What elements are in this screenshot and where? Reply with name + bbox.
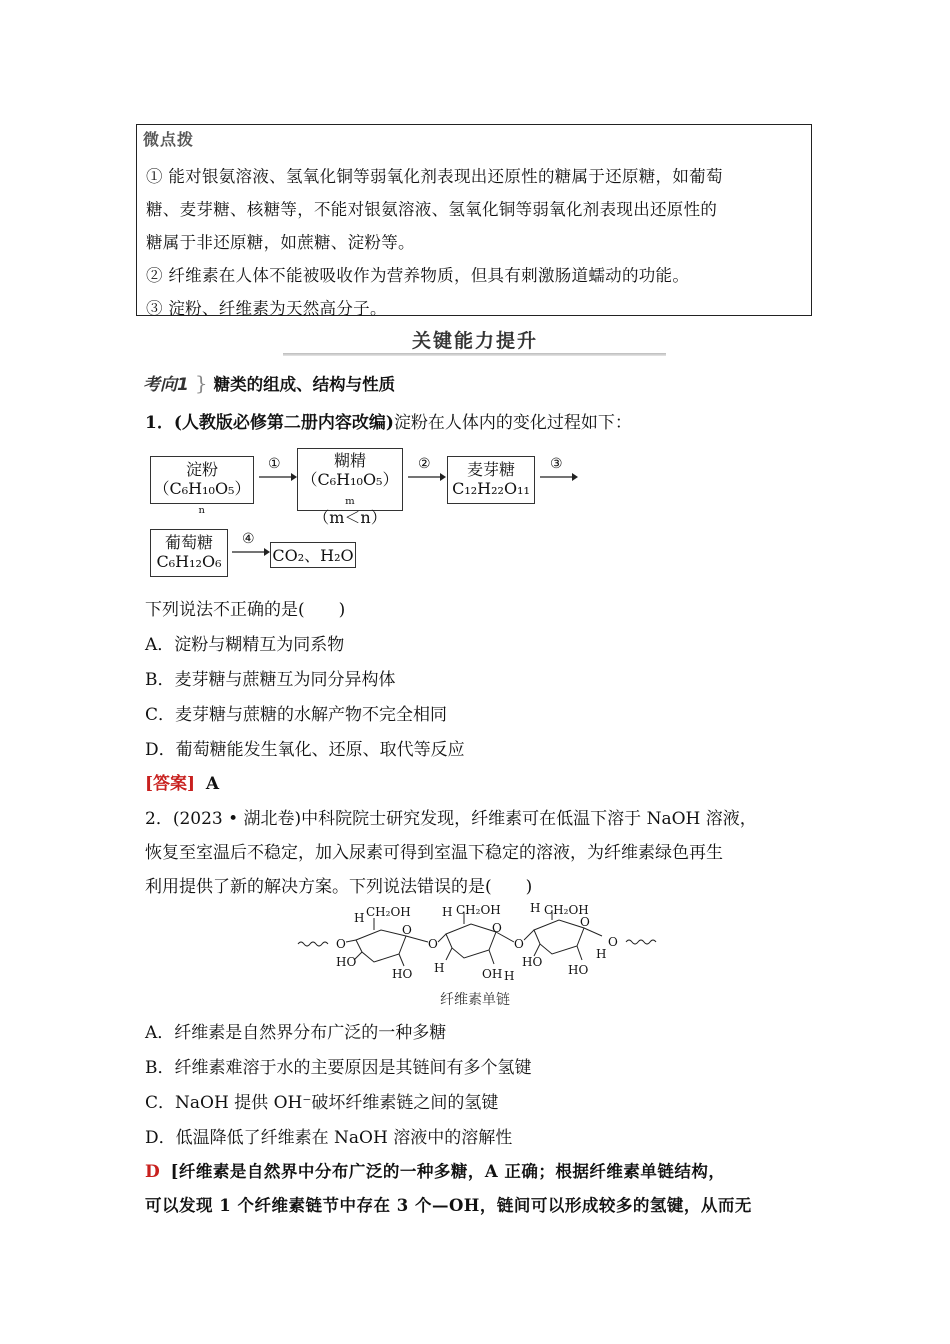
question-2-line: 2．(2023 • 湖北卷)中科院院士研究发现，纤维素可在低温下溶于 NaOH 溶液，	[145, 809, 757, 829]
answer-value: D	[145, 1162, 160, 1182]
structure-group-label: CH₂OH	[456, 903, 501, 917]
answer-line	[145, 769, 219, 794]
structure-atom-label: H	[354, 911, 365, 925]
answer-value: A	[205, 774, 220, 794]
question-text: 淀粉在人体内的变化过程如下：	[393, 413, 632, 433]
structure-atom-label: O	[514, 937, 524, 951]
question-prompt: 下列说法不正确的是( )	[145, 600, 346, 620]
flow-step-label: ④	[242, 531, 255, 547]
arrow-right-icon	[257, 470, 297, 484]
question-2-line: 利用提供了新的解决方案。下列说法错误的是( )	[145, 877, 533, 897]
flow-box-name: 麦芽糖	[466, 460, 515, 479]
flow-box-formula: C₁₂H₂₂O₁₁	[452, 479, 530, 498]
tip-line: 糖、麦芽糖、核糖等，不能对银氨溶液、氢氧化铜等弱氧化剂表现出还原性的	[146, 200, 718, 219]
flow-step-label: ③	[550, 456, 563, 472]
bracket-icon: }	[194, 371, 208, 395]
structure-group-label: CH₂OH	[366, 905, 411, 919]
structure-atom-label: O	[336, 937, 346, 951]
flow-box-formula: C₆H₁₂O₆	[156, 552, 222, 571]
topic-tag: 考向1	[143, 375, 189, 395]
explanation-line: 可以发现 1 个纤维素链节中存在 3 个—OH，链间可以形成较多的氢键，从而无	[145, 1196, 752, 1215]
option-a: A．纤维素是自然界分布广泛的一种多糖	[145, 1023, 447, 1043]
option-c: C．NaOH 提供 OH⁻破坏纤维素链之间的氢键	[145, 1093, 499, 1113]
structure-atom-label: O	[428, 937, 438, 951]
arrow-right-icon	[230, 545, 270, 559]
structure-group-label: HO	[392, 967, 413, 981]
flow-box-name: 糊精	[333, 451, 366, 470]
structure-group-label: OH	[482, 967, 503, 981]
flow-box-formula: （C₆H₁₀O₅）ₙ	[153, 479, 251, 517]
flow-box-formula: （C₆H₁₀O₅）ₘ	[301, 470, 399, 508]
tip-title: 微点拨	[143, 130, 195, 149]
flow-box-maltose	[447, 456, 535, 504]
question-1-stem	[145, 408, 632, 433]
flow-box-starch	[150, 456, 254, 517]
structure-atom-label: H	[504, 969, 515, 983]
tip-line: ① 能对银氨溶液、氢氧化铜等弱氧化剂表现出还原性的糖属于还原糖，如葡萄	[146, 167, 723, 186]
topic-heading	[143, 370, 395, 395]
flow-box-condition: （m＜n）	[313, 508, 387, 527]
option-a: A．淀粉与糊精互为同系物	[145, 635, 345, 655]
structure-atom-label: O	[580, 915, 590, 929]
option-d: D．低温降低了纤维素在 NaOH 溶液中的溶解性	[145, 1128, 513, 1148]
structure-atom-label: O	[402, 923, 412, 937]
section-divider	[283, 353, 666, 356]
flow-step-label: ①	[268, 456, 281, 472]
arrow-right-icon	[538, 470, 578, 484]
question-source: (人教版必修第二册内容改编)	[173, 413, 394, 433]
section-title: 关键能力提升	[411, 330, 538, 352]
structure-caption: 纤维素单链	[440, 992, 510, 1008]
structure-atom-label: H	[596, 947, 607, 961]
answer-label: [答案]	[145, 774, 196, 794]
tip-line: ③ 淀粉、纤维素为天然高分子。	[146, 299, 387, 318]
structure-group-label: HO	[336, 955, 357, 969]
tip-line: ② 纤维素在人体不能被吸收作为营养物质，但具有刺激肠道蠕动的功能。	[146, 266, 690, 285]
structure-atom-label: H	[530, 902, 541, 915]
structure-group-label: HO	[522, 955, 543, 969]
flow-box-dextrin	[297, 448, 403, 527]
cellulose-structure-diagram	[296, 902, 661, 986]
explanation-line	[145, 1158, 725, 1182]
question-number: 1．	[145, 413, 174, 433]
structure-atom-label: O	[608, 935, 618, 949]
structure-atom-label: H	[434, 961, 445, 975]
topic-text: 糖类的组成、结构与性质	[213, 375, 396, 394]
structure-atom-label: O	[492, 921, 502, 935]
explanation-text: [纤维素是自然界中分布广泛的一种多糖，A 正确；根据纤维素单链结构，	[170, 1162, 726, 1181]
option-b: B．麦芽糖与蔗糖互为同分异构体	[145, 670, 396, 690]
flow-box-name: 淀粉	[185, 460, 218, 479]
option-c: C．麦芽糖与蔗糖的水解产物不完全相同	[145, 705, 448, 725]
flow-box-name: 葡萄糖	[164, 533, 213, 552]
tip-box	[136, 124, 812, 316]
arrow-right-icon	[406, 470, 446, 484]
structure-atom-label: H	[442, 905, 453, 919]
tip-line: 糖属于非还原糖，如蔗糖、淀粉等。	[146, 233, 415, 252]
option-b: B．纤维素难溶于水的主要原因是其链间有多个氢键	[145, 1058, 532, 1078]
flow-box-glucose	[150, 529, 228, 577]
option-d: D．葡萄糖能发生氧化、还原、取代等反应	[145, 740, 465, 760]
flow-box-formula: CO₂、H₂O	[272, 546, 354, 565]
flow-step-label: ②	[418, 456, 431, 472]
flow-box-products	[270, 542, 356, 568]
question-2-line: 恢复至室温后不稳定，加入尿素可得到室温下稳定的溶液，为纤维素绿色再生	[145, 843, 723, 863]
structure-group-label: CH₂OH	[544, 903, 589, 917]
structure-group-label: HO	[568, 963, 589, 977]
